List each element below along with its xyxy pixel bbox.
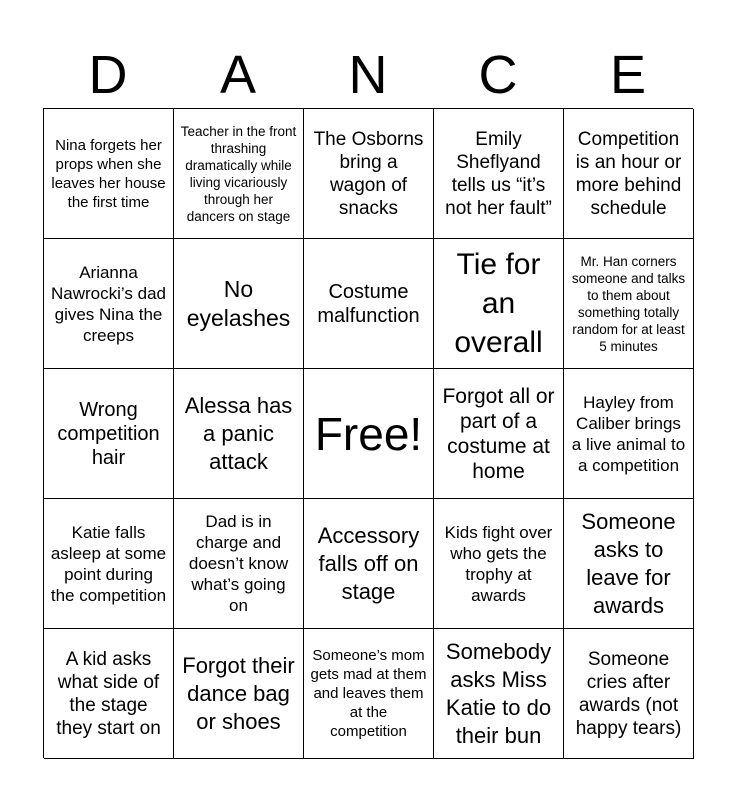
header-letter-a: A [219,45,257,105]
cell-text: The Osborns bring a wagon of snacks [313,128,424,219]
bingo-cell[interactable] [44,629,174,759]
cell-text: Kids fight over who gets the trophy at awards [444,522,553,605]
bingo-cell[interactable] [304,109,434,239]
cell-text: Tie for an overall [454,248,543,359]
cell-text: No eyelashes [186,275,291,331]
cell-text: Katie falls asleep at some point during the competition [50,522,167,605]
cell-text: Hayley from Caliber brings a live animal to a competition [571,392,686,475]
cell-text: Alessa has a panic attack [184,392,293,474]
bingo-header [43,42,693,108]
bingo-cell[interactable] [174,369,304,499]
cell-text: Dad is in charge and doesn’t know what’s going on [188,512,289,615]
bingo-cell[interactable] [174,499,304,629]
bingo-cell[interactable] [44,109,174,239]
bingo-cell[interactable] [564,109,694,239]
bingo-cell[interactable] [564,629,694,759]
bingo-cell[interactable] [304,499,434,629]
bingo-cell[interactable] [564,499,694,629]
bingo-cell[interactable] [434,369,564,499]
bingo-cell[interactable] [564,369,694,499]
bingo-cell[interactable] [174,109,304,239]
bingo-cell[interactable] [44,499,174,629]
cell-text: Wrong competition hair [57,398,160,469]
bingo-cell[interactable] [434,109,564,239]
cell-text: Forgot their dance bag or shoes [182,652,295,734]
cell-text: Teacher in the front thrashing dramatically while living vicariously through her dancers on stage [180,123,297,224]
header-letter-c: C [478,45,518,105]
cell-text: Competition is an hour or more behind schedule [575,128,682,219]
cell-text: Costume malfunction [317,280,420,327]
bingo-cell[interactable] [434,239,564,369]
cell-text: Arianna Nawrocki’s dad gives Nina the creeps [51,262,166,345]
header-letter-d: D [88,45,128,105]
bingo-cell[interactable] [44,369,174,499]
bingo-cell[interactable] [304,239,434,369]
cell-text: Someone asks to leave for awards [581,508,676,618]
cell-text: Emily Sheflyand tells us “it’s not her fault” [445,128,552,219]
bingo-cell[interactable] [434,629,564,759]
cell-text: Someone cries after awards (not happy tears) [575,648,682,739]
cell-text: Somebody asks Miss Katie to do their bun [445,638,552,748]
free-space-text: Free! [314,407,423,460]
cell-text: A kid asks what side of the stage they start on [56,648,161,739]
cell-text: Forgot all or part of a costume at home [442,384,555,483]
bingo-cell[interactable] [174,629,304,759]
bingo-cell[interactable] [174,239,304,369]
bingo-cell[interactable] [564,239,694,369]
bingo-cell[interactable] [44,239,174,369]
free-space[interactable] [304,369,434,499]
bingo-cell[interactable] [304,629,434,759]
cell-text: Someone’s mom gets mad at them and leaves them at the competition [310,647,427,740]
cell-text: Mr. Han corners someone and talks to them about something totally random for at least 5 minutes [571,253,686,354]
header-letter-n: N [348,45,388,105]
cell-text: Accessory falls off on stage [317,522,420,604]
cell-text: Nina forgets her props when she leaves her house the first time [51,136,166,211]
header-letter-e: E [609,45,647,105]
bingo-cell[interactable] [434,499,564,629]
bingo-grid [43,108,693,758]
